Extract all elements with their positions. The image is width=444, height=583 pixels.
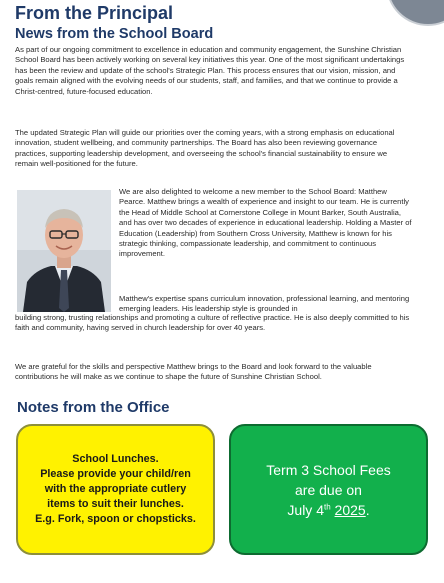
portrait-image: [17, 190, 111, 312]
page-title: From the Principal: [15, 3, 174, 23]
fees-date-end: .: [365, 501, 370, 518]
fees-date-year: 2025: [334, 501, 366, 518]
fees-notice-line-2: are due on: [295, 481, 362, 498]
paragraph-intro: As part of our ongoing commitment to excellence in education and community engagement, the Sunshine Christian School Board has been actively working on several key initiatives this year. One of the most significant undertakings has been the review and update of the school's Strategic Plan. This process ensures that our vision, mission, and goals remain aligned with the evolving needs of our students, staff, and families, and that we continue to provide a Christ-centred, future-focused education.: [15, 45, 405, 96]
lunch-notice-line-1: School Lunches.: [72, 453, 159, 465]
paragraph-closing: We are grateful for the skills and perspective Matthew brings to the Board and look forward to the valuable contributions he will make as we continue to shape the future of Sunshine Christian School.: [15, 362, 372, 382]
lunch-notice-line-4: items to suit their lunches.: [47, 498, 184, 510]
lunch-notice-line-2: Please provide your child/ren: [40, 468, 191, 480]
lunch-notice-box: [16, 424, 215, 555]
lunch-notice-line-3: with the appropriate cutlery: [44, 483, 187, 495]
section-subtitle: News from the School Board: [15, 26, 214, 42]
office-notes-title: Notes from the Office: [17, 399, 170, 416]
paragraph-strategic-plan: The updated Strategic Plan will guide our priorities over the coming years, with a strong emphasis on educational innovation, student wellbeing, and community partnerships. The Board has also been reviewing governance practices, supporting leadership development, and overseeing the school's financial sustainability to ensure we remain well-positioned for the future.: [15, 128, 395, 169]
fees-date-day: July 4: [287, 501, 324, 518]
fees-due-date: [287, 500, 369, 520]
fees-date-suffix: th: [323, 501, 331, 511]
lunch-notice-line-5: E.g. Fork, spoon or chopsticks.: [35, 513, 196, 525]
corner-logo: [386, 0, 444, 26]
paragraph-new-member: We are also delighted to welcome a new member to the School Board: Matthew Pearce. Matthew brings a wealth of experience and insight to our team. He is currently the Head of Middle School at Cornerstone College in Mount Barker, South Australia, and has over two decades of experience in educational leadership. Holding a Master of Education (Leadership) from Southern Cross University, Matthew is known for his strategic thinking, compassionate leadership, and commitment to continuous improvement.: [119, 187, 412, 259]
board-member-photo: [17, 190, 111, 312]
fees-notice-line-1: Term 3 School Fees: [266, 461, 391, 478]
paragraph-expertise-continued: building strong, trusting relationships and promoting a culture of reflective practice. He is also deeply committed to his faith and community, having served in church leadership for over 40 years.: [15, 313, 410, 333]
paragraph-expertise: Matthew's expertise spans curriculum innovation, professional learning, and mentoring emerging leaders. His leadership style is grounded in: [119, 294, 410, 314]
fees-notice-box: [229, 424, 428, 555]
